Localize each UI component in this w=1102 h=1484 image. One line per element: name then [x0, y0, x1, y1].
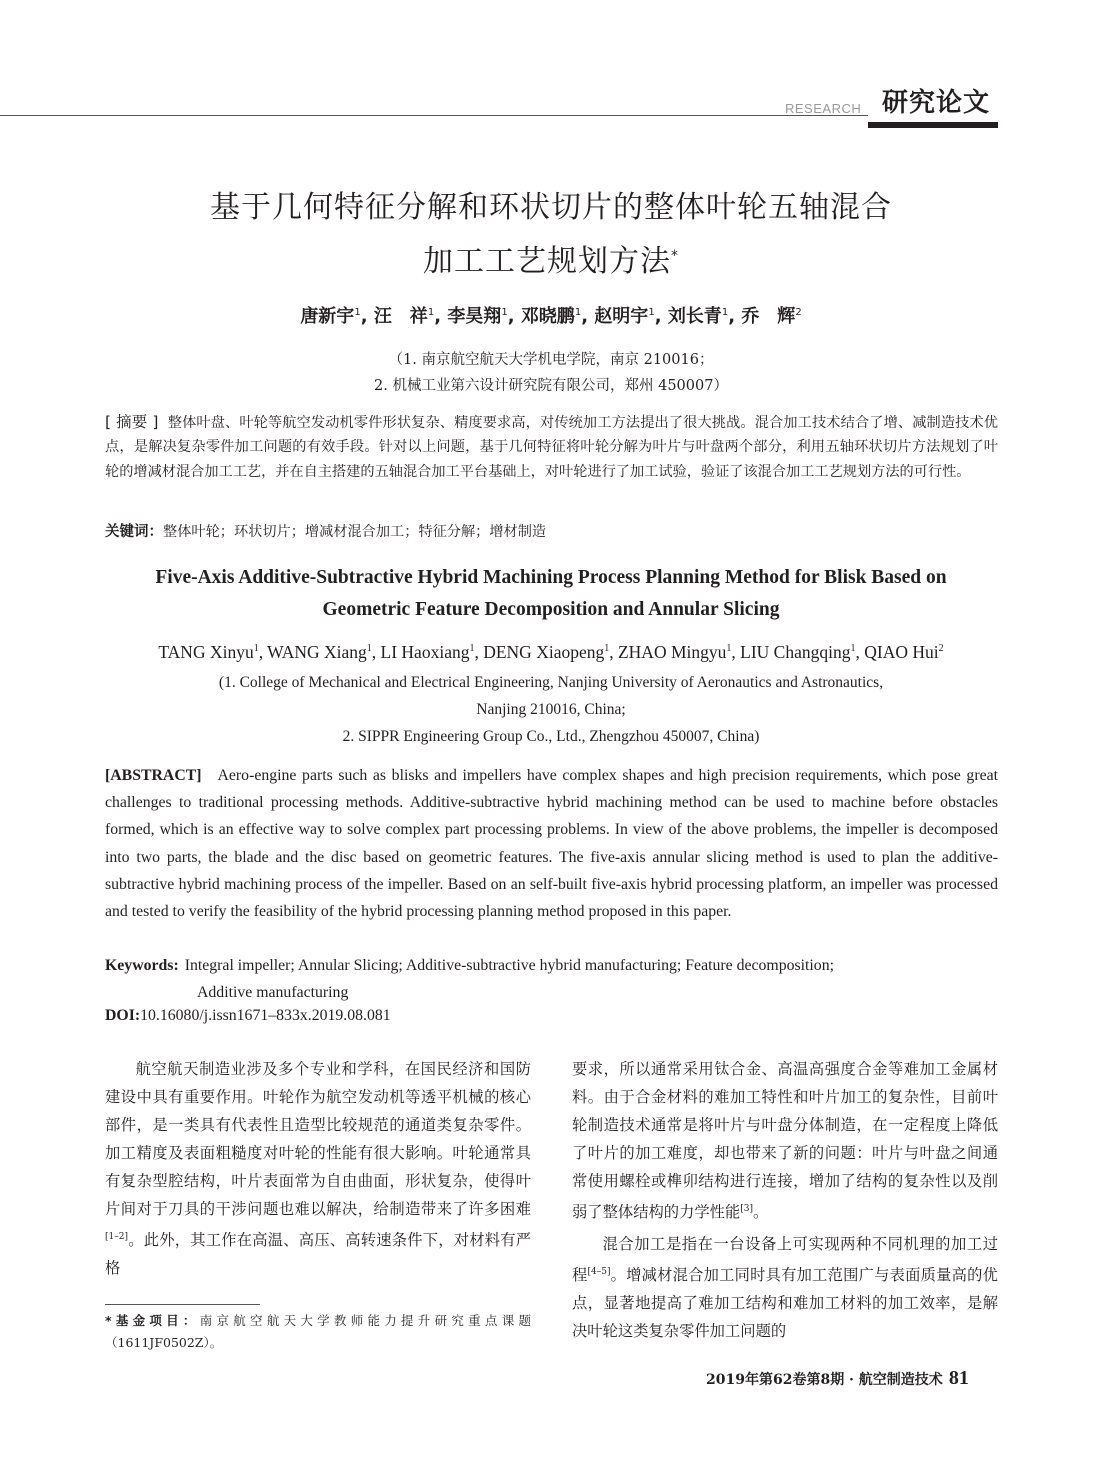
en-author-name: WANG Xiang	[267, 642, 367, 662]
cn-author-name: 邓晓鹏	[520, 306, 575, 327]
cn-author	[594, 306, 661, 327]
cn-title-line1: 基于几何特征分解和环状切片的整体叶轮五轴混合	[210, 190, 892, 225]
en-affiliation-line3: 2. SIPPR Engineering Group Co., Ltd., Zhengzhou 450007, China)	[342, 728, 760, 745]
header-research-label: RESEARCH	[785, 101, 862, 116]
cn-author-sep: ,	[728, 306, 736, 327]
body-text: 。增减材混合加工同时具有加工范围广与表面质量高的优点，显著地提高了难加工结构和难加工材料的加工效率，是解决叶轮这类复杂零件加工问题的	[572, 1266, 998, 1341]
en-title-line1: Five-Axis Additive-Subtractive Hybrid Machining Process Planning Method for Blisk Based on	[155, 567, 947, 588]
citation-ref: [3]	[740, 1204, 754, 1214]
body-paragraph	[572, 1230, 998, 1345]
en-author	[618, 642, 740, 662]
page-number: 81	[948, 1367, 969, 1389]
en-author-sep: ,	[731, 642, 741, 662]
cn-title-line2-text: 加工工艺规划方法	[423, 244, 671, 279]
cn-author	[668, 306, 735, 327]
header-section-title: 研究论文	[882, 88, 991, 118]
doi	[105, 1007, 391, 1025]
journal-name: 2019年第62卷第8期 · 航空制造技术	[706, 1372, 943, 1388]
cn-author-name: 刘长青	[667, 306, 722, 327]
cn-author-aff: 1	[574, 307, 582, 318]
cn-author-name: 唐新宇	[300, 306, 355, 327]
cn-keywords-label: 关键词：	[105, 524, 163, 540]
en-author-aff: 1	[726, 643, 732, 655]
body-left-column	[105, 1055, 531, 1282]
cn-abstract-label: [ 摘要 ]	[105, 413, 159, 431]
cn-title-mark: *	[671, 248, 679, 264]
footnote	[105, 1310, 531, 1354]
en-abstract-label: [ABSTRACT]	[105, 767, 202, 784]
en-authors	[0, 642, 1102, 663]
cn-author-aff: 1	[427, 307, 435, 318]
cn-affiliation-line1: （1. 南京航空航天大学机电学院，南京 210016；	[388, 352, 714, 368]
en-author	[740, 642, 864, 662]
en-keywords-line2: Additive manufacturing	[197, 984, 349, 1001]
en-author	[864, 642, 943, 662]
footnote-label: *基金项目：	[105, 1313, 200, 1328]
en-abstract	[105, 762, 998, 925]
cn-authors	[0, 302, 1102, 328]
en-author-name: DENG Xiaopeng	[483, 642, 605, 662]
en-author-sep: ,	[371, 642, 381, 662]
cn-author-sep: ,	[581, 306, 589, 327]
body-text: 混合加工是指在一台设备上可实现两种不同机理的加工过程	[572, 1235, 998, 1285]
footnote-text: 南京航空航天大学教师能力提升研究重点课题（1611JF0502Z）。	[105, 1313, 531, 1350]
en-author	[158, 642, 267, 662]
cn-keywords-text: 整体叶轮；环状切片；增减材混合加工；特征分解；增材制造	[163, 524, 547, 540]
en-author	[267, 642, 380, 662]
body-text: 。	[753, 1203, 769, 1222]
cn-abstract-text: 整体叶盘、叶轮等航空发动机零件形状复杂、精度要求高，对传统加工方法提出了很大挑战。混合加工技术结合了增、减制造技术优点，是解决复杂零件加工问题的有效手段。针对以上问题，基于几何特征将叶轮分解为叶片与叶盘两个部分，利用五轴环状切片方法规划了叶轮的增减材混合加工工艺，并在自主搭建的五轴混合加工平台基础上，对叶轮进行了加工试验，验证了该混合加工工艺规划方法的可行性。	[105, 415, 998, 480]
en-author	[381, 642, 484, 662]
en-author-aff: 1	[469, 643, 475, 655]
body-right-column	[572, 1055, 998, 1345]
en-title	[0, 562, 1102, 626]
en-affiliation-line2: Nanjing 210016, China;	[476, 701, 626, 718]
en-author-name: TANG Xinyu	[158, 642, 254, 662]
cn-author-name: 李昊翔	[447, 306, 502, 327]
en-author-name: LIU Changqing	[740, 642, 851, 662]
cn-author-aff: 1	[501, 307, 508, 318]
cn-author-aff: 2	[795, 307, 802, 318]
en-keywords	[105, 952, 998, 1006]
en-author-name: LI Haoxiang	[380, 642, 470, 662]
cn-author-sep: ,	[360, 306, 368, 327]
doi-label: DOI:	[105, 1007, 141, 1024]
cn-author-sep: ,	[434, 306, 442, 327]
cn-author-name: 汪 祥	[373, 306, 428, 327]
en-keywords-label: Keywords:	[105, 957, 179, 974]
body-paragraph	[105, 1055, 531, 1282]
en-title-line2: Geometric Feature Decomposition and Annular Slicing	[322, 599, 780, 620]
body-text: 航空航天制造业涉及多个专业和学科，在国民经济和国防建设中具有重要作用。叶轮作为航空发动机等透平机械的核心部件，是一类具有代表性且造型比较规范的通道类复杂零件。加工精度及表面粗糙度对叶轮的性能有很大影响。叶轮通常具有复杂型腔结构，叶片表面常为自由曲面，形状复杂，使得叶片间对于刀具的干涉问题也难以解决，给制造带来了许多困难	[105, 1060, 531, 1218]
en-author-aff: 1	[253, 643, 259, 655]
en-author-name: QIAO Hui	[864, 642, 939, 662]
cn-author-aff: 1	[648, 307, 655, 318]
cn-author	[521, 306, 588, 327]
citation-ref: [4–5]	[587, 1267, 611, 1278]
body-text: 。此外，其工作在高温、高压、高转速条件下，对材料有严格	[105, 1231, 531, 1278]
cn-affiliation-line2: 2. 机械工业第六设计研究院有限公司，郑州 450007）	[374, 378, 728, 394]
cn-abstract	[105, 410, 998, 484]
cn-author-name: 乔 辉	[741, 306, 796, 327]
cn-author-sep: ,	[654, 306, 662, 327]
en-author-aff: 1	[604, 643, 610, 655]
en-author-sep: ,	[474, 642, 484, 662]
cn-title-line2	[0, 236, 1102, 280]
cn-author-aff: 1	[721, 307, 729, 318]
footnote-rule	[105, 1304, 260, 1305]
cn-author-sep: ,	[507, 306, 515, 327]
en-author-name: ZHAO Mingyu	[617, 642, 727, 662]
en-author	[483, 642, 618, 662]
cn-author	[447, 306, 514, 327]
cn-author-name: 赵明宇	[594, 306, 649, 327]
cn-author	[374, 306, 441, 327]
en-author-sep: ,	[258, 642, 268, 662]
cn-author-aff: 1	[354, 307, 361, 318]
en-affiliation-line1: (1. College of Mechanical and Electrical Engineering, Nanjing University of Aeronautics and Astronautics,	[218, 674, 884, 691]
header-rule	[0, 115, 868, 116]
body-text: 要求，所以通常采用钛合金、高温高强度合金等难加工金属材料。由于合金材料的难加工特性和叶片加工的复杂性，目前叶轮制造技术通常是将叶片与叶盘分体制造，在一定程度上降低了叶片的加工难度，却也带来了新的问题：叶片与叶盘之间通常使用螺栓或榫卯结构进行连接，增加了结构的复杂性以及削弱了整体结构的力学性能	[572, 1060, 998, 1222]
en-author-aff: 1	[366, 643, 372, 655]
en-keywords-line1: Integral impeller; Annular Slicing; Additive-subtractive hybrid manufacturing; Feature decomposition;	[184, 957, 834, 974]
body-paragraph	[572, 1055, 998, 1226]
page-footer	[706, 1367, 969, 1390]
cn-author	[741, 306, 801, 327]
en-author-aff: 2	[938, 643, 944, 655]
citation-ref: [1–2]	[105, 1232, 128, 1242]
cn-author	[300, 306, 367, 327]
en-author-sep: ,	[609, 642, 618, 662]
en-abstract-text: Aero-engine parts such as blisks and impellers have complex shapes and high precision requirements, which pose great challenges to traditional processing methods. Additive-subtractive hybrid machining method can be used to machine before obstacles formed, which is an effective way to solve complex part processing problems. In view of the above problems, the impeller is decomposed into two parts, the blade and the disc based on geometric features. The five-axis annular slicing method is used to plan the additive-subtractive hybrid machining process of the impeller. Based on an self-built five-axis hybrid processing platform, an impeller was processed and tested to verify the feasibility of the hybrid processing planning method proposed in this paper.	[105, 767, 998, 921]
en-author-aff: 1	[850, 643, 856, 655]
cn-keywords	[105, 520, 998, 541]
doi-value: 10.16080/j.issn1671–833x.2019.08.081	[140, 1007, 391, 1024]
en-author-sep: ,	[855, 642, 865, 662]
